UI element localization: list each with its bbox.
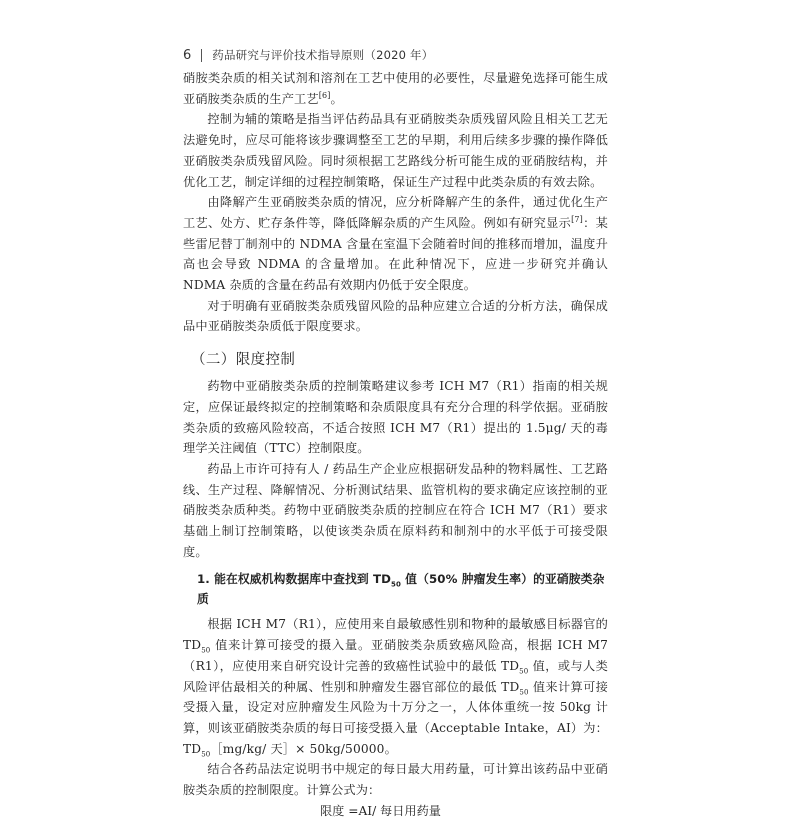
paragraph-6: 药品上市许可持有人 / 药品生产企业应根据研发品种的物料属性、工艺路线、生产过程、降解情况、分析测试结果、监管机构的要求确定应该控制的亚硝胺类杂质种类。药物中亚硝胺类杂质的控制应在符合 ICH M7（R1）要求基础上制订控制策略，以使该类杂质在原料药和制剂中的水平低于可接受限度。 (183, 461, 608, 559)
page-number: 6 (183, 47, 192, 63)
paragraph-7-part-d: 值来计算可接受摄入量，设定对应肿瘤发生风险为十万分之一，人体体重统一按 50kg 计算，则该亚硝胺类杂质的每日可接受摄入量（Acceptable Intake，AI）为：TD (183, 679, 608, 756)
td50-subscript-4: 50 (201, 750, 211, 759)
citation-7: [7] (571, 214, 583, 224)
book-title: 药品研究与评价技术指导原则（2020 年） (212, 48, 434, 62)
paragraph-7-part-a: 根据 ICH M7（R1），应使用来自最敏感性别和物种的最敏感目标器官的 TD (183, 617, 608, 653)
subsection-heading (183, 569, 608, 609)
paragraph-7 (183, 614, 608, 759)
paragraph-3 (183, 192, 608, 296)
subheading-pre: 1. 能在权威机构数据库中查找到 TD (197, 572, 392, 587)
section-heading: （二）限度控制 (191, 352, 296, 369)
subheading-subscript: 50 (391, 580, 401, 589)
td50-subscript-3: 50 (519, 688, 529, 697)
paragraph-7-part-e: ［mg/kg/ 天］× 50kg/50000。 (210, 741, 397, 756)
paragraph-1-text: 硝胺类杂质的相关试剂和溶剂在工艺中使用的必要性，尽量避免选择可能生成亚硝胺类杂质的生产工艺 (183, 71, 608, 106)
citation-6: [6] (318, 90, 331, 100)
td50-subscript-1: 50 (201, 646, 211, 655)
running-header (183, 46, 433, 64)
paragraph-3-rest: ：某些雷尼替丁制剂中的 NDMA 含量在室温下会随着时间的推移而增加，温度升高也会导致 NDMA 的含量增加。在此种情况下，应进一步研究并确认 NDMA 杂质的含量在药品有效期内仍低于安全限度。 (183, 215, 608, 293)
limit-formula: 限度 =AI/ 每日用药量 (320, 803, 441, 818)
paragraph-1 (183, 68, 608, 109)
paragraph-4: 对于明确有亚硝胺类杂质残留风险的品种应建立合适的分析方法，确保成品中亚硝胺类杂质低于限度要求。 (183, 298, 608, 334)
paragraph-7-part-b: 值来计算可接受的摄入量。亚硝胺类杂质致癌风险高，根据 ICH M7（R1），应使用来自研究设计完善的致癌性试验中的最低 TD (183, 638, 608, 673)
paragraph-5: 药物中亚硝胺类杂质的控制策略建议参考 ICH M7（R1）指南的相关规定，应保证最终拟定的控制策略和杂质限度具有充分合理的科学依据。亚硝胺类杂质的致癌风险较高，不适合按照 ICH M7（R1）提出的 1.5μg/ 天的毒理学关注阈值（TTC）控制限度。 (183, 379, 608, 456)
paragraph-7-part-c: 值，或与人类风险评估最相关的种属、性别和肿瘤发生器官部位的最低 TD (183, 658, 608, 694)
td50-subscript-2: 50 (519, 667, 529, 676)
paragraph-3-text: 由降解产生亚硝胺类杂质的情况，应分析降解产生的条件，通过优化生产工艺、处方、贮存条件等，降低降解杂质的产生风险。例如有研究显示 (183, 195, 608, 230)
paragraph-1-end: 。 (330, 91, 343, 106)
page-body (183, 68, 608, 822)
header-divider (201, 49, 202, 62)
paragraph-8: 结合各药品法定说明书中规定的每日最大用药量，可计算出该药品中亚硝胺类杂质的控制限度。计算公式为： (183, 762, 608, 798)
paragraph-2: 控制为辅的策略是指当评估药品具有亚硝胺类杂质残留风险且相关工艺无法避免时，应尽可能将该步骤调整至工艺的早期，利用后续多步骤的操作降低亚硝胺类杂质残留风险。同时须根据工艺路线分析可能生成的亚硝胺结构，并优化工艺，制定详细的过程控制策略，保证生产过程中此类杂质的有效去除。 (183, 112, 608, 189)
subheading-post: 值（50% 肿瘤发生率）的亚硝胺类杂质 (197, 572, 605, 607)
